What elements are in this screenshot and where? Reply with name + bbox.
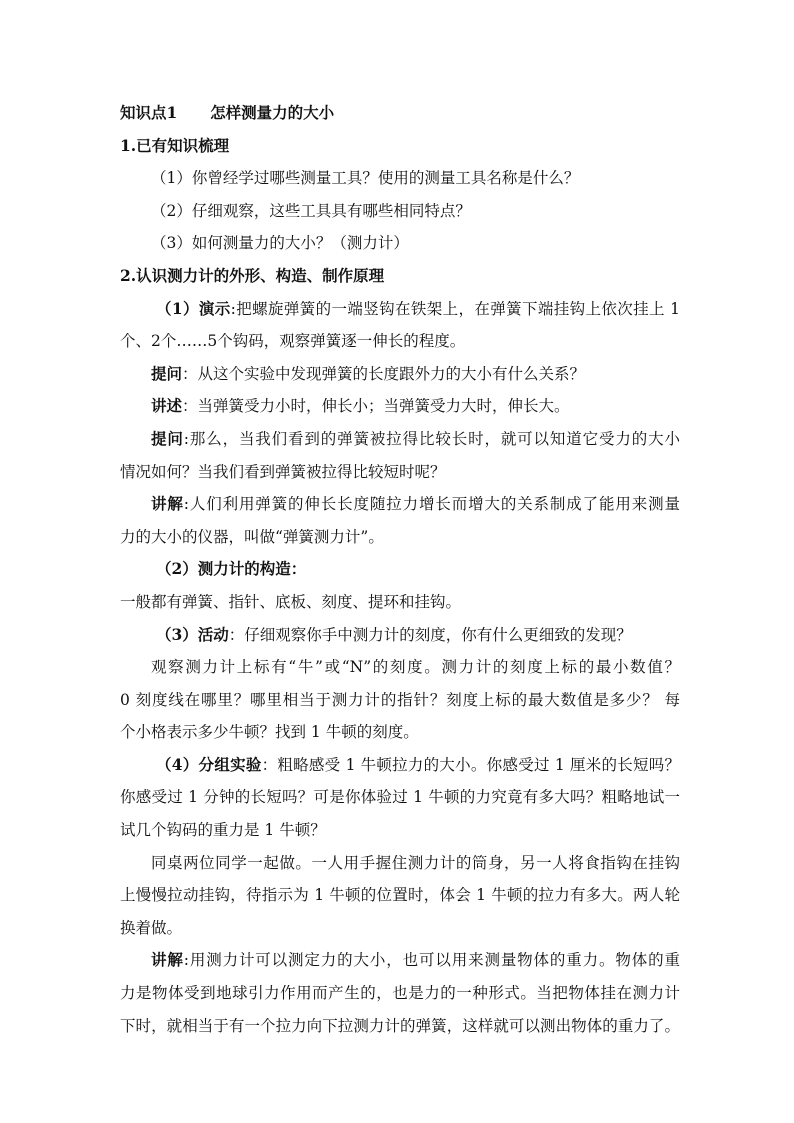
demo-line-1 xyxy=(120,293,680,326)
sec2-heading: 2.认识测力计的外形、构造、制作原理 xyxy=(120,265,385,285)
document-body xyxy=(120,97,680,1042)
group-p-line-1: 同桌两位同学一起做。一人用手握住测力计的筒身，另一人将食指钩在挂钩 xyxy=(151,853,680,872)
activity-paragraph xyxy=(120,651,680,749)
explain1-paragraph xyxy=(120,390,680,423)
group-line-2: 你感受过 1 分钟的长短吗？可是你体验过 1 牛顿的力究竟有多大吗？粗略地试一 xyxy=(120,788,680,807)
ask1-label: 提问 xyxy=(151,363,183,383)
group-line-1 xyxy=(120,749,680,782)
sec1-question-3: （3）如何测量力的大小？（测力计） xyxy=(151,234,409,253)
ask2-line-1 xyxy=(120,423,680,456)
explain3-label: 讲解 xyxy=(151,950,184,970)
activity-line xyxy=(120,619,680,652)
group-p-line-3: 换着做。 xyxy=(120,918,183,937)
explain3-line-3: 下时，就相当于有一个拉力向下拉测力计的弹簧，这样就可以测出物体的重力了。 xyxy=(120,1016,680,1035)
activity-label: （3）活动 xyxy=(156,624,229,644)
group-paragraph xyxy=(120,749,680,847)
explain2-text-1: :人们利用弹簧的伸长长度随拉力增长而增大的关系制成了能用来测量 xyxy=(183,495,680,514)
explain2-label: 讲解 xyxy=(151,494,184,514)
sec1-heading: 1.已有知识梳理 xyxy=(120,135,230,155)
title-label: 知识点1 xyxy=(120,103,178,122)
ask1-text: ：从这个实验中发现弹簧的长度跟外力的大小有什么关系？ xyxy=(182,364,586,383)
demo-line-2: 个、2个……5个钩码，观察弹簧逐一伸长的程度。 xyxy=(120,332,466,351)
explain2-line-2: 力的大小的仪器，叫做“弹簧测力计”。 xyxy=(120,527,384,546)
explain2-line-1 xyxy=(120,488,680,521)
title-text: 怎样测量力的大小 xyxy=(210,103,335,122)
ask2-paragraph xyxy=(120,423,680,488)
ask2-line-2: 情况如何？当我们看到弹簧被拉得比较短时呢？ xyxy=(120,462,446,481)
explain3-paragraph xyxy=(120,944,680,1042)
ask1-paragraph xyxy=(120,358,680,391)
group-label: （4）分组实验 xyxy=(156,754,262,774)
group-line-3: 试几个钩码的重力是 1 牛顿？ xyxy=(120,821,326,840)
section-title xyxy=(120,97,680,130)
ask2-label: 提问 xyxy=(151,428,184,448)
sec1-question-1: （1）你曾经学过哪些测量工具？使用的测量工具名称是什么？ xyxy=(151,169,580,188)
demo-paragraph xyxy=(120,293,680,358)
demo-text-1: :把螺旋弹簧的一端竖钩在铁架上，在弹簧下端挂钩上依次挂上 1 xyxy=(230,299,680,318)
sec1-question-2: （2）仔细观察，这些工具具有哪些相同特点？ xyxy=(151,201,471,220)
ask2-text-1: :那么，当我们看到的弹簧被拉得比较长时，就可以知道它受力的大小 xyxy=(183,429,680,448)
explain1-text: ：当弹簧受力小时，伸长小；当弹簧受力大时，伸长大。 xyxy=(182,397,570,416)
explain2-paragraph xyxy=(120,488,680,553)
activity-p-line-2: 0 刻度线在哪里？哪里相当于测力计的指针？刻度上标的最大数值是多少？ 每 xyxy=(120,690,680,709)
group-practice-paragraph xyxy=(120,847,680,945)
structure-heading: （2）测力计的构造： xyxy=(156,559,307,579)
demo-label: （1）演示 xyxy=(156,298,231,318)
activity-p-line-1: 观察测力计上标有“牛”或“N”的刻度。测力计的刻度上标的最小数值？ xyxy=(151,658,680,677)
structure-text: 一般都有弹簧、指针、底板、刻度、提环和挂钩。 xyxy=(120,592,462,611)
group-p-line-2: 上慢慢拉动挂钩，待指示为 1 牛顿的位置时，体会 1 牛顿的拉力有多大。两人轮 xyxy=(120,886,680,905)
explain3-line-2: 力是物体受到地球引力作用而产生的，也是力的一种形式。当把物体挂在测力计 xyxy=(120,984,680,1003)
explain3-line-1 xyxy=(120,944,680,977)
activity-text: ：仔细观察你手中测力计的刻度，你有什么更细致的发现？ xyxy=(228,625,632,644)
explain1-label: 讲述 xyxy=(151,396,183,416)
group-text-1: ：粗略感受 1 牛顿拉力的大小。你感受过 1 厘米的长短吗？ xyxy=(261,755,680,774)
activity-p-line-3: 个小格表示多少牛顿？找到 1 牛顿的刻度。 xyxy=(120,723,419,742)
explain3-text-1: :用测力计可以测定力的大小，也可以用来测量物体的重力。物体的重 xyxy=(183,951,680,970)
